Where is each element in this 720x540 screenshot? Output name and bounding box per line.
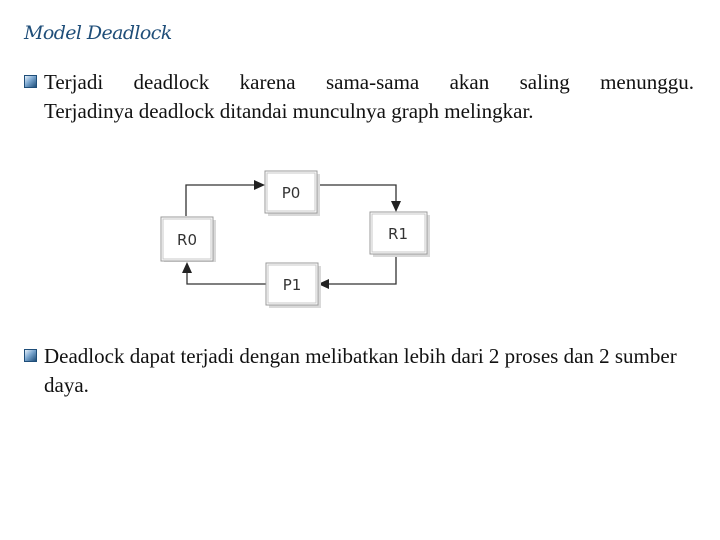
edge-r0-to-p0 xyxy=(186,185,255,216)
edge-r1-to-p1 xyxy=(328,256,396,284)
node-r1-label: R1 xyxy=(388,225,408,243)
node-r0 xyxy=(161,217,216,262)
bullet-text: Deadlock dapat terjadi dengan melibatkan lebih dari 2 proses dan 2 sumber daya. xyxy=(44,344,677,397)
node-r1 xyxy=(370,212,430,257)
node-r0-label: R0 xyxy=(177,231,197,249)
bullet-text-line-1: Terjadi deadlock karena sama-sama akan saling menunggu. xyxy=(44,70,694,94)
arrowhead-into-r1 xyxy=(391,201,401,212)
node-p1 xyxy=(266,263,321,308)
edge-p0-to-r1 xyxy=(316,185,396,202)
node-p0 xyxy=(265,171,320,216)
bullet-square-icon xyxy=(24,349,37,362)
node-p0-label: P0 xyxy=(281,184,301,202)
node-p1-label: P1 xyxy=(282,276,302,294)
arrowhead-into-r0 xyxy=(182,262,192,273)
edge-p1-to-r0 xyxy=(187,272,266,284)
arrowhead-into-p0 xyxy=(254,180,265,190)
slide-title: Model Deadlock xyxy=(24,22,172,44)
bullet-item-2 xyxy=(24,342,694,400)
bullet-text-line-2: Terjadinya deadlock ditandai munculnya graph melingkar. xyxy=(44,99,534,123)
